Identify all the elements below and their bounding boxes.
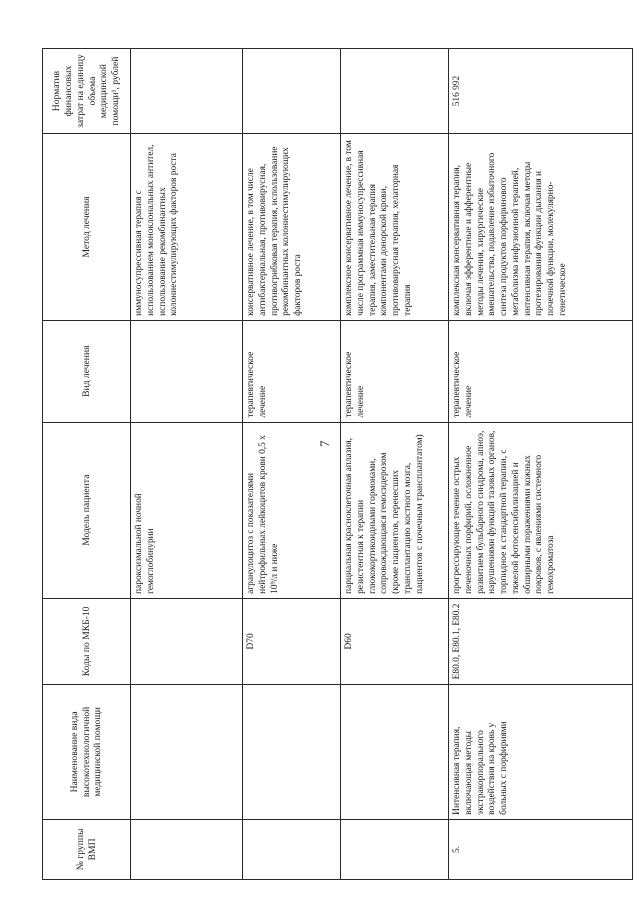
cell-codes: D70 [243,598,341,684]
cell-treatment-type: терапевтическое лечение [449,320,633,422]
cell-codes: E80.0, E80.1, E80.2 [449,598,633,684]
table-row [131,49,243,880]
cell-group: 5. [449,819,633,879]
cell-cost [131,49,243,134]
cell-method: комплексное консервативное лечение, в том числе программная иммуносупрессивная терапия, заместительная терапия компонентами донорской крови, противовирусная терапия, хелаторная терапия [341,134,449,321]
cell-name [243,684,341,819]
cell-treatment-type: терапевтическое лечение [341,320,449,422]
cell-cost [341,49,449,134]
header-method: Метод лечения [43,134,131,321]
table-row [243,49,341,880]
cell-model: прогрессирующее течение острых печеночных порфирий, осложненное развитием бульбарного синдрома, апноэ, нарушениями функций тазовых органов, торпидное к стандартной терапии, с тяжелой фотосенсибилизацией и обширными поражениями кожных покровов, с явлениями системного гемохроматоза [449,422,633,598]
cell-treatment-type: терапевтическое лечение [243,320,341,422]
cell-cost: 516 992 [449,49,633,134]
page-number: 7 [317,440,332,447]
header-model: Модель пациента [43,422,131,598]
cell-method: иммуносупрессивная терапия с использованием моноклональных антител, использование рекомбинантных колониестимулирующих факторов роста [131,134,243,321]
header-codes: Коды по МКБ-10 [43,598,131,684]
table-row [341,49,449,880]
header-cost: Норматив финансовых затрат на единицу объема медицинской помощи¹, рублей [43,49,131,134]
header-name: Наименование вида высокотехнологичной медицинской помощи [43,684,131,819]
cell-model: парциальная красноклеточная аплазия, резистентная к терапии глюкокортикоидными гормонами, сопровождающаяся гемосидерозом (кроме пациентов, перенесших трансплантацию костного мозга, пациентов с почечным трансплантатом) [341,422,449,598]
cell-codes [131,598,243,684]
table-header-row [43,49,131,880]
cell-method: комплексная консервативная терапия, включая эфферентные и афферентные методы лечения, хирургические вмешательства, подавление избыточного синтеза продуктов порфиринового метаболизма инфузионной терапией, интенсивная терапия, включая методы протезирования функции дыхания и почечной функции, молекулярно-генетическое [449,134,633,321]
cell-name [341,684,449,819]
vmp-table [42,48,633,880]
cell-method: консервативное лечение, в том числе антибактериальная, противовирусная, противогрибковая терапия, использование рекомбинантных колониестимулирующих факторов роста [243,134,341,321]
cell-name [131,684,243,819]
cell-model: пароксизмальной ночной гемоглобинурии [131,422,243,598]
cell-model: агранулоцитоз с показателями нейтрофильных лейкоцитов крови 0,5 x 10⁹/л и ниже [243,422,341,598]
table-row [449,49,633,880]
cell-group [131,819,243,879]
header-group: № группы ВМП [43,819,131,879]
cell-codes: D60 [341,598,449,684]
cell-group [243,819,341,879]
cell-treatment-type [131,320,243,422]
cell-cost [243,49,341,134]
rotated-table-sheet [42,48,632,880]
header-treatment-type: Вид лечения [43,320,131,422]
cell-name: Интенсивная терапия, включающая методы экстракорпорального воздействия на кровь у больных с порфириями [449,684,633,819]
cell-group [341,819,449,879]
